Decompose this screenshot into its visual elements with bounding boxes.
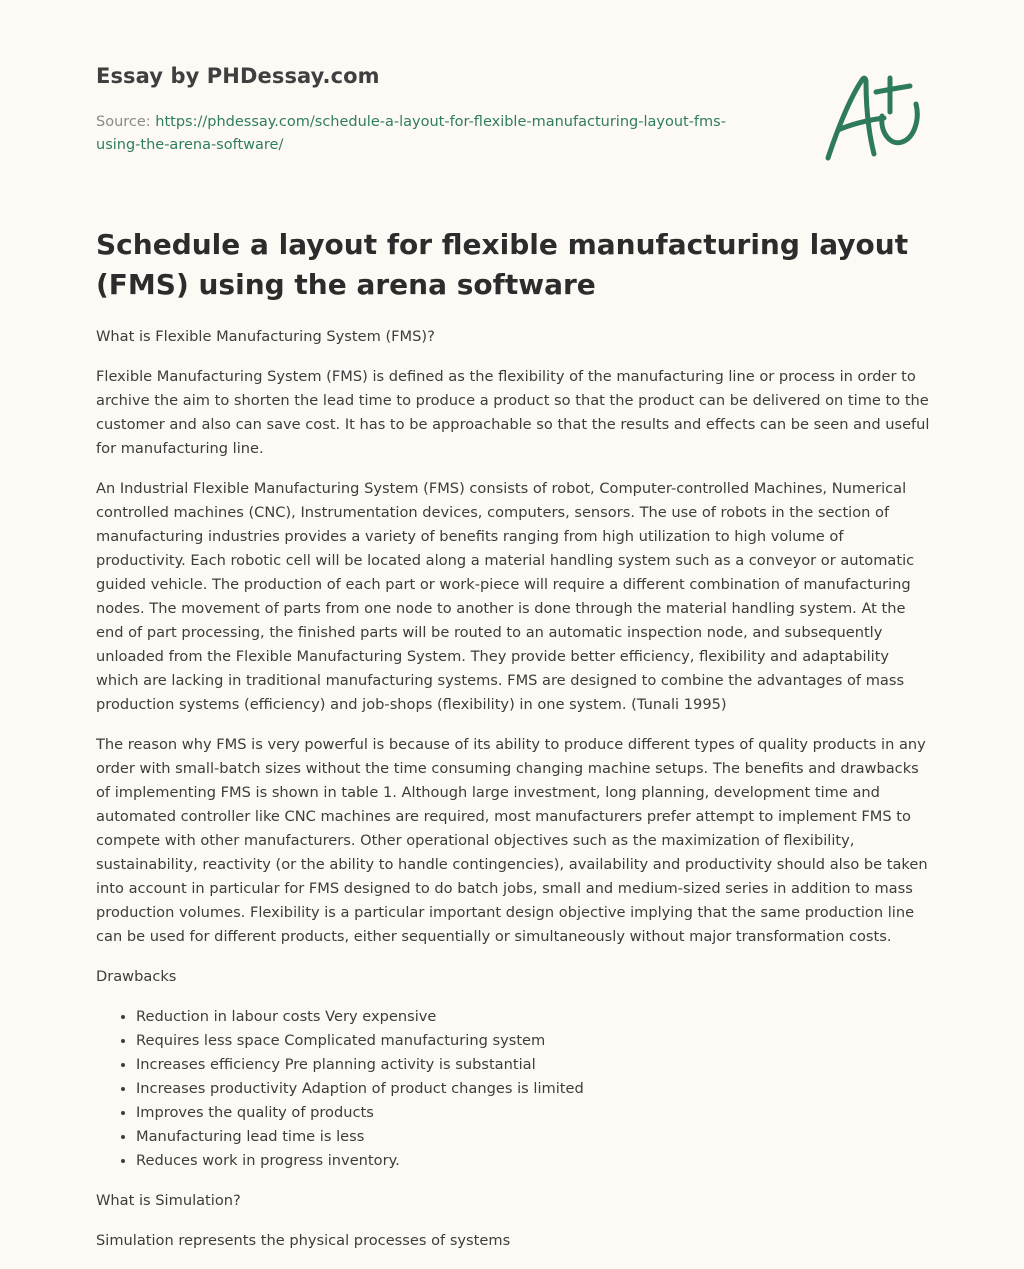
question-fms: What is Flexible Manufacturing System (FMS)? xyxy=(96,328,435,345)
benefits-drawbacks-list xyxy=(96,1005,934,1173)
list-item: • Requires less space Complicated manufacturing system xyxy=(136,1029,934,1053)
question-simulation: What is Simulation? xyxy=(96,1192,241,1209)
source-link[interactable]: https://phdessay.com/schedule-a-layout-for-flexible-manufacturing-layout-fms-using-the-arena-software/ xyxy=(96,114,726,153)
drawbacks-heading: Drawbacks xyxy=(96,968,177,985)
paragraph-4: Simulation represents the physical processes of systems xyxy=(96,1232,511,1249)
list-item: • Increases efficiency Pre planning activity is substantial xyxy=(136,1053,934,1077)
source-label: Source: xyxy=(96,114,151,130)
source-line xyxy=(96,111,756,157)
article-title: Schedule a layout for flexible manufacturing layout (FMS) using the arena software xyxy=(96,228,909,301)
article-body xyxy=(96,325,934,1269)
list-item: • Improves the quality of products xyxy=(136,1101,934,1125)
a-plus-logo-icon xyxy=(824,68,928,164)
site-brand[interactable]: Essay by PHDessay.com xyxy=(96,64,380,88)
list-item: • Reduction in labour costs Very expensive xyxy=(136,1005,934,1029)
list-item: • Manufacturing lead time is less xyxy=(136,1125,934,1149)
paragraph-3: The reason why FMS is very powerful is because of its ability to produce different types of quality products in any order with small-batch sizes without the time consuming changing machine setups. The benefits and drawbacks of implementing FMS is shown in table 1. Although large investment, long planning, development time and automated controller like CNC machines are required, most manufacturers prefer attempt to implement FMS to compete with other manufacturers. Other operational objectives such as the maximization of flexibility, sustainability, reactivity (or the ability to handle contingencies), availability and productivity should also be taken into account in particular for FMS designed to do batch jobs, small and medium-sized series in addition to mass production volumes. Flexibility is a particular important design objective implying that the same production line can be used for different products, either sequentially or simultaneously without major transformation costs. xyxy=(96,736,928,945)
list-item: • Increases productivity Adaption of product changes is limited xyxy=(136,1077,934,1101)
paragraph-1: Flexible Manufacturing System (FMS) is defined as the flexibility of the manufacturing line or process in order to archive the aim to shorten the lead time to produce a product so that the product can be delivered on time to the customer and also can save cost. It has to be approachable so that the results and effects can be seen and useful for manufacturing line. xyxy=(96,368,930,457)
paragraph-2: An Industrial Flexible Manufacturing System (FMS) consists of robot, Computer-controlled Machines, Numerical controlled machines (CNC), Instrumentation devices, computers, sensors. The use of robots in the section of manufacturing industries provides a variety of benefits ranging from high utilization to high volume of productivity. Each robotic cell will be located along a material handling system such as a conveyor or automatic guided vehicle. The production of each part or work-piece will require a different combination of manufacturing nodes. The movement of parts from one node to another is done through the material handling system. At the end of part processing, the finished parts will be routed to an automatic inspection node, and subsequently unloaded from the Flexible Manufacturing System. They provide better efficiency, flexibility and adaptability which are lacking in traditional manufacturing systems. FMS are designed to combine the advantages of mass production systems (efficiency) and job-shops (flexibility) in one system. (Tunali 1995) xyxy=(96,480,915,713)
list-item: • Reduces work in progress inventory. xyxy=(136,1149,934,1173)
